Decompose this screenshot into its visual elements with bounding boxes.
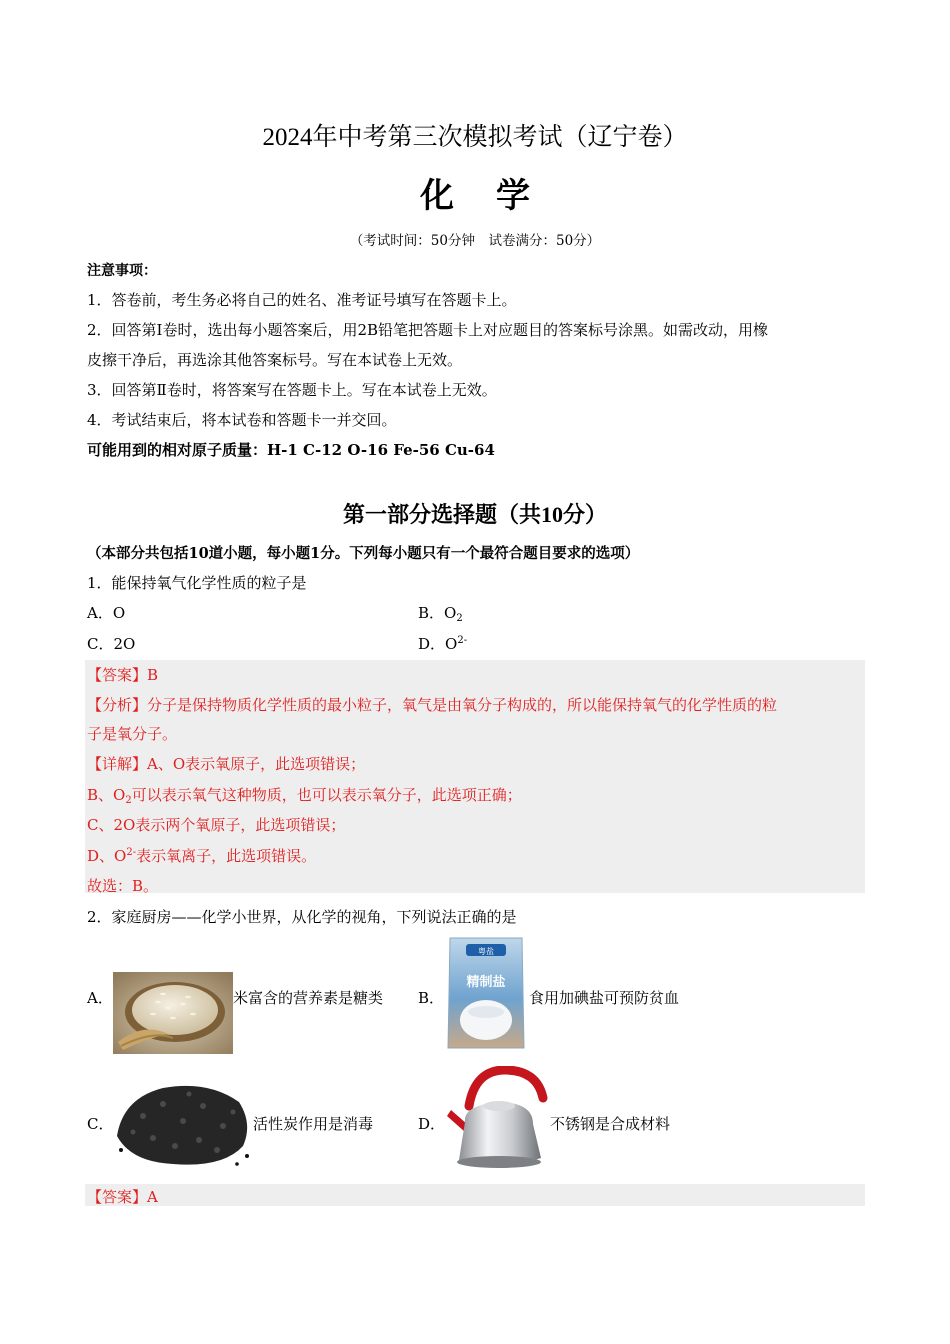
q2-stem: 2．家庭厨房——化学小世界，从化学的视角，下列说法正确的是 xyxy=(87,908,517,926)
exam-title: 2024年中考第三次模拟考试（辽宁卷） xyxy=(262,124,688,151)
kettle-image xyxy=(445,1066,550,1172)
q1-option-b-sub: 2 xyxy=(456,613,463,624)
q2-answer-value: A xyxy=(147,1188,158,1206)
q2-option-d-text: 不锈钢是合成材料 xyxy=(550,1115,671,1133)
q2-option-b-label: B． xyxy=(418,989,445,1007)
notes-item-4: 4．考试结束后，将本试卷和答题卡一并交回。 xyxy=(87,411,397,429)
part1-title: 第一部分选择题（共10分） xyxy=(342,502,607,527)
q1-analysis-text: 分子是保持物质化学性质的最小粒子，氧气是由氧分子构成的，所以能保持氧气的化学性质的粒 xyxy=(147,696,778,714)
q1-detail-c: C、2O表示两个氧原子，此选项错误； xyxy=(87,816,346,834)
q2-option-b-text: 食用加碘盐可预防贫血 xyxy=(529,989,680,1007)
q2-answer-tag: 【答案】 xyxy=(87,1188,148,1206)
q1-option-c: C．2O xyxy=(87,635,136,653)
q2-option-d-label: D． xyxy=(418,1115,446,1133)
q1-option-d xyxy=(418,633,467,654)
q2-option-c-label: C． xyxy=(87,1115,114,1133)
q1-detail-d xyxy=(87,845,316,866)
q1-stem: 1．能保持氧气化学性质的粒子是 xyxy=(87,574,307,592)
atomic-mass: 可能用到的相对原子质量：H-1 C-12 O-16 Fe-56 Cu-64 xyxy=(87,441,495,459)
notes-heading: 注意事项： xyxy=(87,263,157,279)
q1-detail-d-sup: 2- xyxy=(126,847,137,858)
q1-option-b-text: B．O xyxy=(418,604,457,622)
q1-option-d-sup: 2- xyxy=(457,635,468,646)
salt-bag-name: 精制盐 xyxy=(466,975,506,990)
salt-bag-image xyxy=(444,934,528,1054)
q1-detail-d-pre: D、O xyxy=(87,847,127,865)
q1-detail-d-post: 表示氧离子，此选项错误。 xyxy=(136,847,317,865)
q2-option-a-text: 米富含的营养素是糖类 xyxy=(233,989,384,1007)
notes-item-1: 1．答卷前，考生务必将自己的姓名、准考证号填写在答题卡上。 xyxy=(87,291,517,309)
q1-option-a: A．O xyxy=(87,604,126,622)
notes-item-3: 3．回答第Ⅱ卷时，将答案写在答题卡上。写在本试卷上无效。 xyxy=(87,381,497,399)
q2-option-c-text: 活性炭作用是消毒 xyxy=(253,1115,374,1133)
q1-detail-b-pre: B、O xyxy=(87,786,126,804)
q2-answer-block xyxy=(85,1184,865,1206)
q1-choice: 故选：B。 xyxy=(87,877,159,895)
q1-detail-tag: 【详解】 xyxy=(87,755,148,773)
q2-option-a-label: A． xyxy=(87,989,113,1007)
q1-detail-b-sub: 2 xyxy=(125,795,132,806)
subject-title: 化学 xyxy=(420,176,572,216)
q1-detail xyxy=(87,753,365,774)
q2-answer xyxy=(87,1186,158,1207)
salt-bag-brand: 粤盐 xyxy=(478,947,494,956)
q1-analysis-tag: 【分析】 xyxy=(87,696,148,714)
q1-analysis-cont: 子是氧分子。 xyxy=(87,725,178,743)
q1-answer-tag: 【答案】 xyxy=(87,666,148,684)
activated-carbon-image xyxy=(113,1076,253,1170)
notes-item-2a: 2．回答第Ⅰ卷时，选出每小题答案后，用2B铅笔把答题卡上对应题目的答案标号涂黑。如需改动，用橡 xyxy=(87,321,769,339)
part1-instruction: （本部分共包括10道小题，每小题1分。下列每小题只有一个最符合题目要求的选项） xyxy=(87,545,640,562)
q1-answer xyxy=(87,664,158,685)
q1-detail-b-post: 可以表示氧气这种物质，也可以表示氧分子，此选项正确； xyxy=(131,786,522,804)
q1-analysis xyxy=(87,694,777,715)
rice-image xyxy=(113,972,233,1054)
time-info: （考试时间：50分钟 试卷满分：50分） xyxy=(349,233,601,249)
q1-detail-a: A、O表示氧原子，此选项错误； xyxy=(147,755,366,773)
q1-answer-value: B xyxy=(147,666,159,684)
q1-detail-b xyxy=(87,784,522,805)
q1-option-b xyxy=(418,602,463,623)
q1-option-d-text: D．O xyxy=(418,635,458,653)
notes-item-2b: 皮擦干净后，再选涂其他答案标号。写在本试卷上无效。 xyxy=(87,351,463,369)
